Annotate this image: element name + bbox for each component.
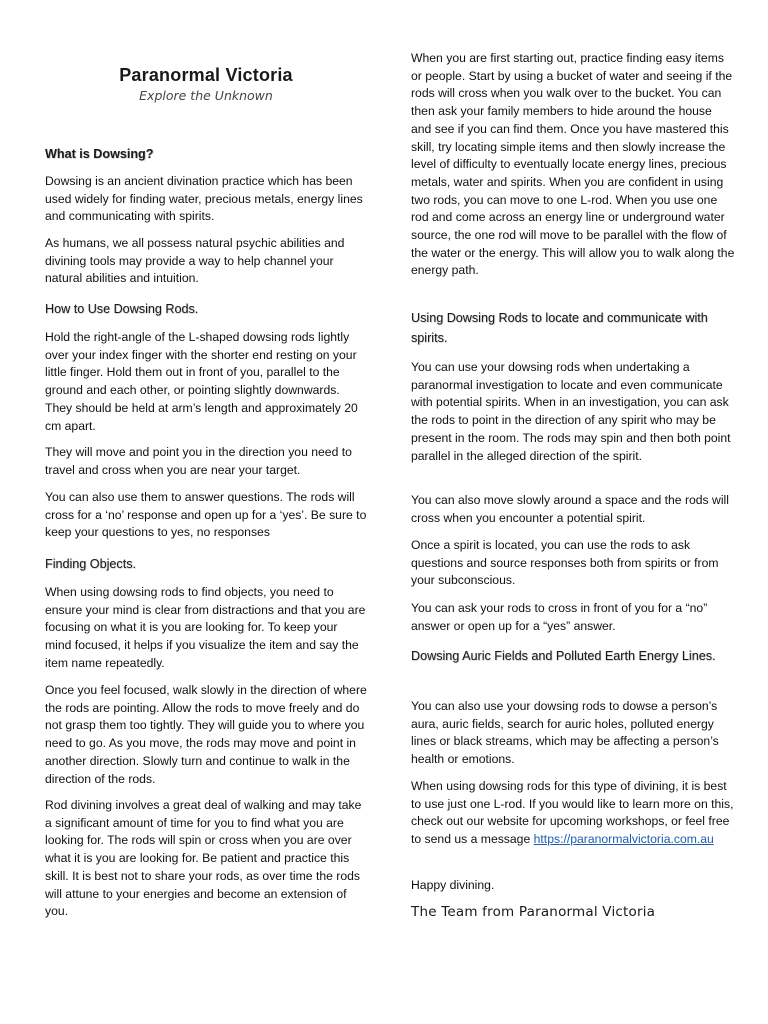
finding-objects-paragraph-1: When using dowsing rods to find objects, you need to ensure your mind is clear from distractions and that you are focusing on what it is you are looking for. To keep your mind focused, it helps if you visualize the item and say the item name repeatedly. [45,585,366,670]
how-to-use-paragraph-3: You can also use them to answer questions. The rods will cross for a ‘no’ response and open up for a ‘yes’. Be sure to keep your questions to yes, no responses [45,490,367,540]
auric-fields-heading: Dowsing Auric Fields and Polluted Earth Energy Lines. [411,649,716,663]
how-to-use-heading: How to Use Dowsing Rods. [45,302,199,316]
spirits-paragraph-1: You can use your dowsing rods when undertaking a paranormal investigation to locate and even communicate with potential spirits. When in an investigation, you can ask the rods to point in the direction of any spirit who may be present in the room. The rods may spin and then both point parallel in the alleged direction of the spirit. [411,360,731,463]
how-to-use-paragraph-1: Hold the right-angle of the L-shaped dowsing rods lightly over your index finger with the shorter end resting on your little finger. Hold them out in front of you, parallel to the ground and each other, or pointing slightly downwards. They should be held at arm’s length and approximately 20 cm apart. [45,330,358,433]
what-is-dowsing-paragraph-2: As humans, we all possess natural psychic abilities and divining tools may provide a way to help channel your natural abilities and intuition. [45,236,345,286]
spirits-heading: Using Dowsing Rods to locate and communicate with spirits. [411,311,708,345]
website-link[interactable]: https://paranormalvictoria.com.au [533,832,714,847]
auric-fields-paragraph-2 [411,778,735,849]
spirits-paragraph-2: You can also move slowly around a space and the rods will cross when you encounter a potential spirit. [411,493,729,525]
how-to-use-paragraph-2: They will move and point you in the direction you need to travel and cross when you are near your target. [45,445,352,477]
finding-objects-paragraph-3: Rod divining involves a great deal of walking and may take a significant amount of time for you to find what you are looking for. The rods will spin or cross when you are over what it is you are looking for. Be patient and practice this skill. It is best not to share your rods, as over time the rods will attune to your energies and become an extension of you. [45,798,362,919]
finding-objects-paragraph-2: Once you feel focused, walk slowly in the direction of where the rods are pointing. Allow the rods to move freely and do not grasp them too tightly. They will guide you to where you need to go. As you move, the rods may move and point in another direction. Slowly turn and continue to walk in the direction of the rods. [45,683,367,786]
auric-fields-paragraph-2-text: When using dowsing rods for this type of divining, it is best to use just one L-rod. If you would like to learn more on this, check out our website for upcoming workshops, or feel free to send us a message [411,779,734,847]
signoff-text: The Team from Paranormal Victoria [411,904,656,920]
happy-divining-text: Happy divining. [411,878,495,892]
page-title: Paranormal Victoria [119,65,293,86]
auric-fields-paragraph-1: You can also use your dowsing rods to dowse a person’s aura, auric fields, search for auric holes, polluted energy lines or black streams, which may be affecting a person’s health or emotions. [411,699,719,767]
spirits-paragraph-3: Once a spirit is located, you can use the rods to ask questions and source responses both from spirits or from your subconscious. [411,538,719,588]
starting-out-paragraph: When you are first starting out, practice finding easy items or people. Start by using a bucket of water and seeing if the rods will cross when you walk over to the bucket. You can then ask your family members to hide around the house and see if you can find them. Once you have mastered this skill, try locating simple items and then slowly increase the level of difficulty to eventually locate energy lines, precious metals, water and spirits. When you are confident in using two rods, you can move to one L-rod. When you use one rod and come across an energy line or underground water source, the one rod will move to be parallel with the flow of the water or the energy. This will allow you to walk along the energy path. [411,51,735,278]
what-is-dowsing-paragraph-1: Dowsing is an ancient divination practice which has been used widely for finding water, precious metals, energy lines and communicating with spirits. [45,174,363,224]
what-is-dowsing-heading: What is Dowsing? [45,147,154,161]
finding-objects-heading: Finding Objects. [45,557,136,571]
page-subtitle: Explore the Unknown [139,88,273,103]
spirits-paragraph-4: You can ask your rods to cross in front of you for a “no” answer or open up for a “yes” answer. [411,601,708,633]
